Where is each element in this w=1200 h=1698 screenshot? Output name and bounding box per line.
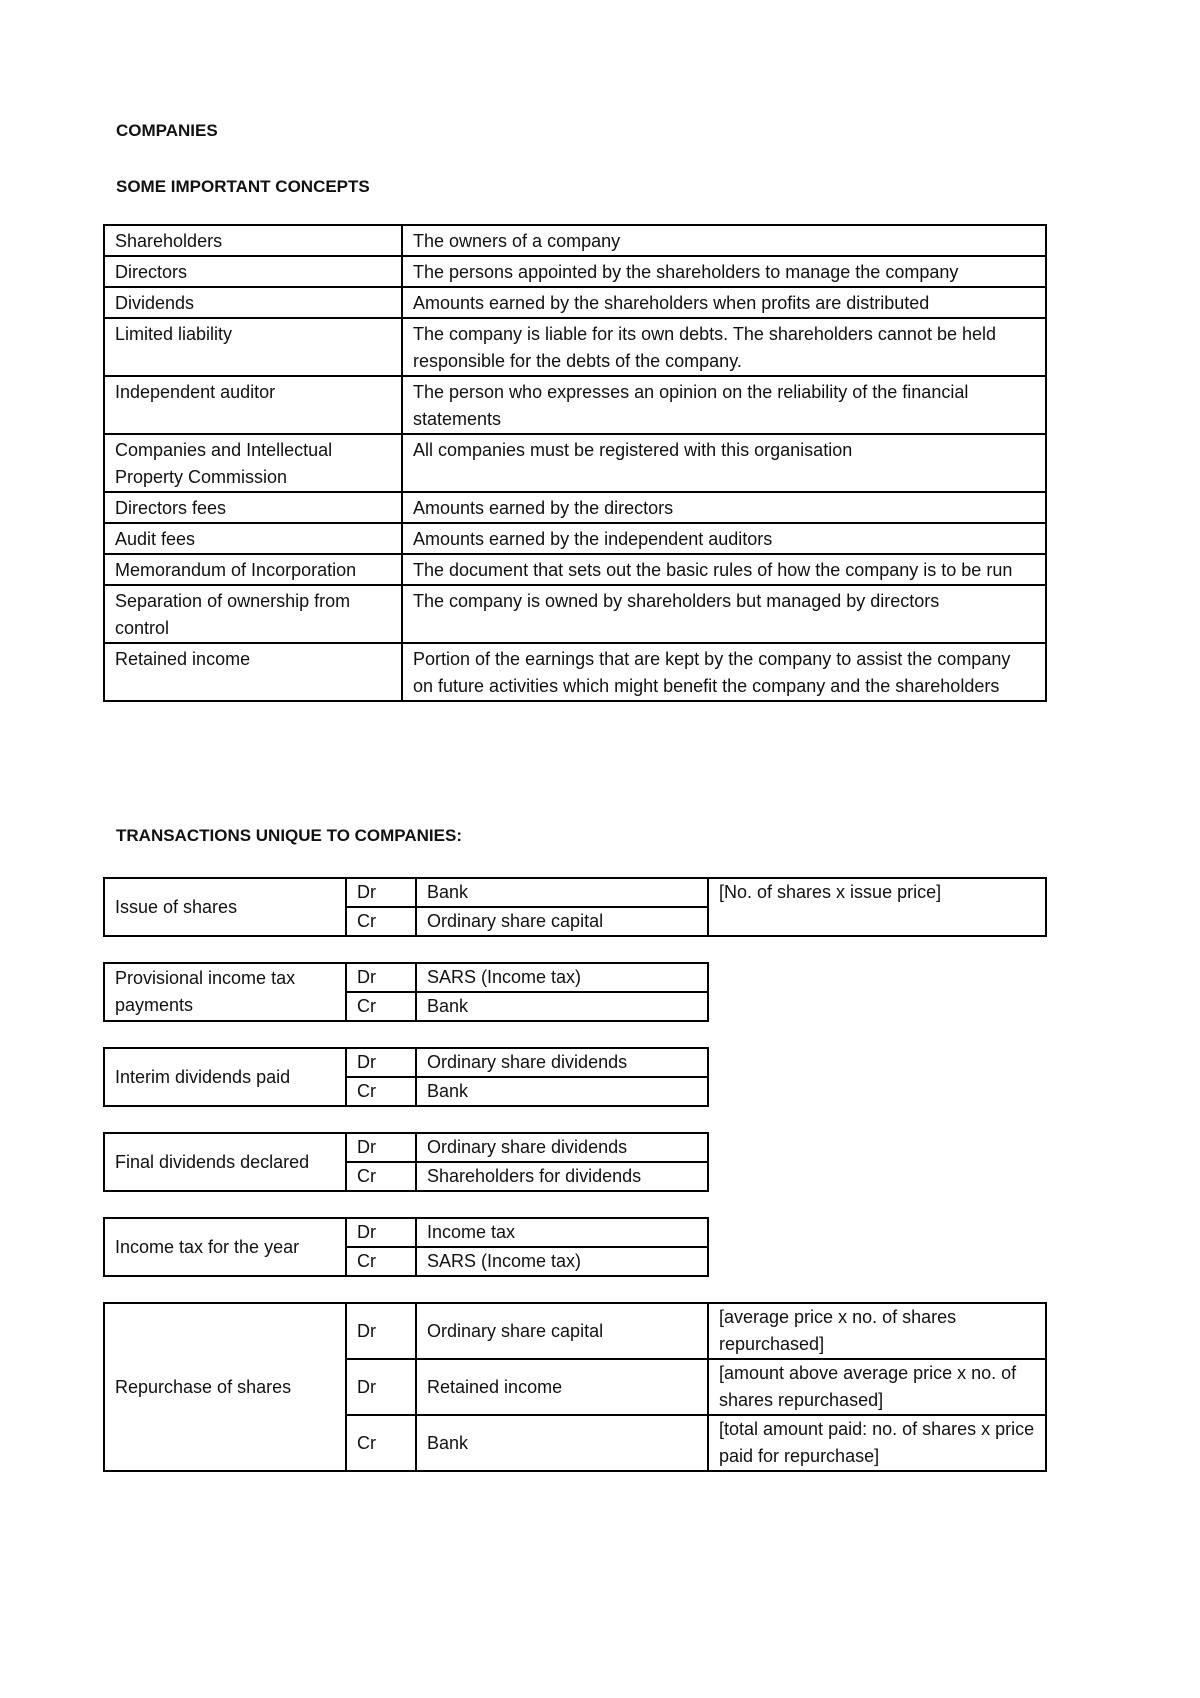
concept-definition: The owners of a company bbox=[402, 225, 1046, 256]
entry-account: Shareholders for dividends bbox=[416, 1162, 708, 1191]
concept-term: Dividends bbox=[104, 287, 402, 318]
concept-definition: Amounts earned by the independent auditors bbox=[402, 523, 1046, 554]
table-row bbox=[104, 492, 1046, 523]
entry-note: [amount above average price x no. of shares repurchased] bbox=[708, 1359, 1046, 1415]
table-row bbox=[104, 225, 1046, 256]
entry-note: [average price x no. of shares repurchased] bbox=[708, 1303, 1046, 1359]
entry-note: [No. of shares x issue price] bbox=[708, 878, 1046, 936]
entry-account: Ordinary share capital bbox=[416, 1303, 708, 1359]
entry-side: Dr bbox=[346, 1218, 416, 1247]
entry-note: [total amount paid: no. of shares x price paid for repurchase] bbox=[708, 1415, 1046, 1471]
transaction-name: Repurchase of shares bbox=[104, 1303, 346, 1471]
concept-definition: Amounts earned by the directors bbox=[402, 492, 1046, 523]
concept-definition: The company is liable for its own debts. The shareholders cannot be held responsible for the debts of the company. bbox=[402, 318, 1046, 376]
concept-term: Shareholders bbox=[104, 225, 402, 256]
entry-side: Cr bbox=[346, 1415, 416, 1471]
concept-term: Directors bbox=[104, 256, 402, 287]
entry-side: Dr bbox=[346, 963, 416, 992]
table-row bbox=[104, 523, 1046, 554]
table-row bbox=[104, 1133, 708, 1162]
entry-side: Dr bbox=[346, 878, 416, 907]
entry-account: Ordinary share capital bbox=[416, 907, 708, 936]
entry-account: Bank bbox=[416, 878, 708, 907]
entry-side: Dr bbox=[346, 1359, 416, 1415]
entry-account: SARS (Income tax) bbox=[416, 1247, 708, 1276]
transaction-name: Provisional income tax payments bbox=[104, 963, 346, 1021]
entry-account: Income tax bbox=[416, 1218, 708, 1247]
entry-account: SARS (Income tax) bbox=[416, 963, 708, 992]
entry-side: Dr bbox=[346, 1303, 416, 1359]
table-row bbox=[104, 1303, 1046, 1359]
table-row bbox=[104, 434, 1046, 492]
table-row bbox=[104, 554, 1046, 585]
concept-term: Companies and Intellectual Property Commission bbox=[104, 434, 402, 492]
table-row bbox=[104, 1218, 708, 1247]
table-row bbox=[104, 256, 1046, 287]
concept-definition: Amounts earned by the shareholders when profits are distributed bbox=[402, 287, 1046, 318]
transaction-income-tax bbox=[103, 1217, 709, 1277]
entry-side: Dr bbox=[346, 1048, 416, 1077]
concept-definition: All companies must be registered with this organisation bbox=[402, 434, 1046, 492]
entry-account: Bank bbox=[416, 1415, 708, 1471]
transaction-provisional-income-tax bbox=[103, 962, 709, 1022]
concept-term: Retained income bbox=[104, 643, 402, 701]
table-row bbox=[104, 963, 708, 992]
transaction-name: Final dividends declared bbox=[104, 1133, 346, 1191]
entry-account: Bank bbox=[416, 992, 708, 1021]
concept-term: Directors fees bbox=[104, 492, 402, 523]
entry-account: Bank bbox=[416, 1077, 708, 1106]
entry-account: Retained income bbox=[416, 1359, 708, 1415]
table-row bbox=[104, 1048, 708, 1077]
transaction-name: Issue of shares bbox=[104, 878, 346, 936]
table-row bbox=[104, 318, 1046, 376]
concepts-table bbox=[103, 224, 1047, 702]
concept-definition: The persons appointed by the shareholders to manage the company bbox=[402, 256, 1046, 287]
table-row bbox=[104, 878, 1046, 907]
entry-side: Cr bbox=[346, 992, 416, 1021]
concept-definition: The document that sets out the basic rules of how the company is to be run bbox=[402, 554, 1046, 585]
entry-side: Cr bbox=[346, 1077, 416, 1106]
transaction-repurchase-of-shares bbox=[103, 1302, 1047, 1472]
entry-side: Cr bbox=[346, 1247, 416, 1276]
concept-definition: The person who expresses an opinion on the reliability of the financial statements bbox=[402, 376, 1046, 434]
table-row bbox=[104, 643, 1046, 701]
page-title: COMPANIES bbox=[116, 121, 218, 140]
concept-term: Separation of ownership from control bbox=[104, 585, 402, 643]
concept-term: Independent auditor bbox=[104, 376, 402, 434]
section-heading-concepts: SOME IMPORTANT CONCEPTS bbox=[116, 177, 370, 196]
entry-side: Cr bbox=[346, 1162, 416, 1191]
concept-definition: Portion of the earnings that are kept by the company to assist the company on future activities which might benefit the company and the shareholders bbox=[402, 643, 1046, 701]
concept-definition: The company is owned by shareholders but managed by directors bbox=[402, 585, 1046, 643]
section-heading-transactions: TRANSACTIONS UNIQUE TO COMPANIES: bbox=[116, 826, 462, 845]
entry-account: Ordinary share dividends bbox=[416, 1133, 708, 1162]
concept-term: Memorandum of Incorporation bbox=[104, 554, 402, 585]
transaction-name: Income tax for the year bbox=[104, 1218, 346, 1276]
transaction-final-dividends bbox=[103, 1132, 709, 1192]
entry-account: Ordinary share dividends bbox=[416, 1048, 708, 1077]
entry-side: Cr bbox=[346, 907, 416, 936]
transaction-interim-dividends bbox=[103, 1047, 709, 1107]
concept-term: Limited liability bbox=[104, 318, 402, 376]
table-row bbox=[104, 376, 1046, 434]
transaction-issue-of-shares bbox=[103, 877, 1047, 937]
table-row bbox=[104, 585, 1046, 643]
table-row bbox=[104, 287, 1046, 318]
entry-side: Dr bbox=[346, 1133, 416, 1162]
concept-term: Audit fees bbox=[104, 523, 402, 554]
transaction-name: Interim dividends paid bbox=[104, 1048, 346, 1106]
